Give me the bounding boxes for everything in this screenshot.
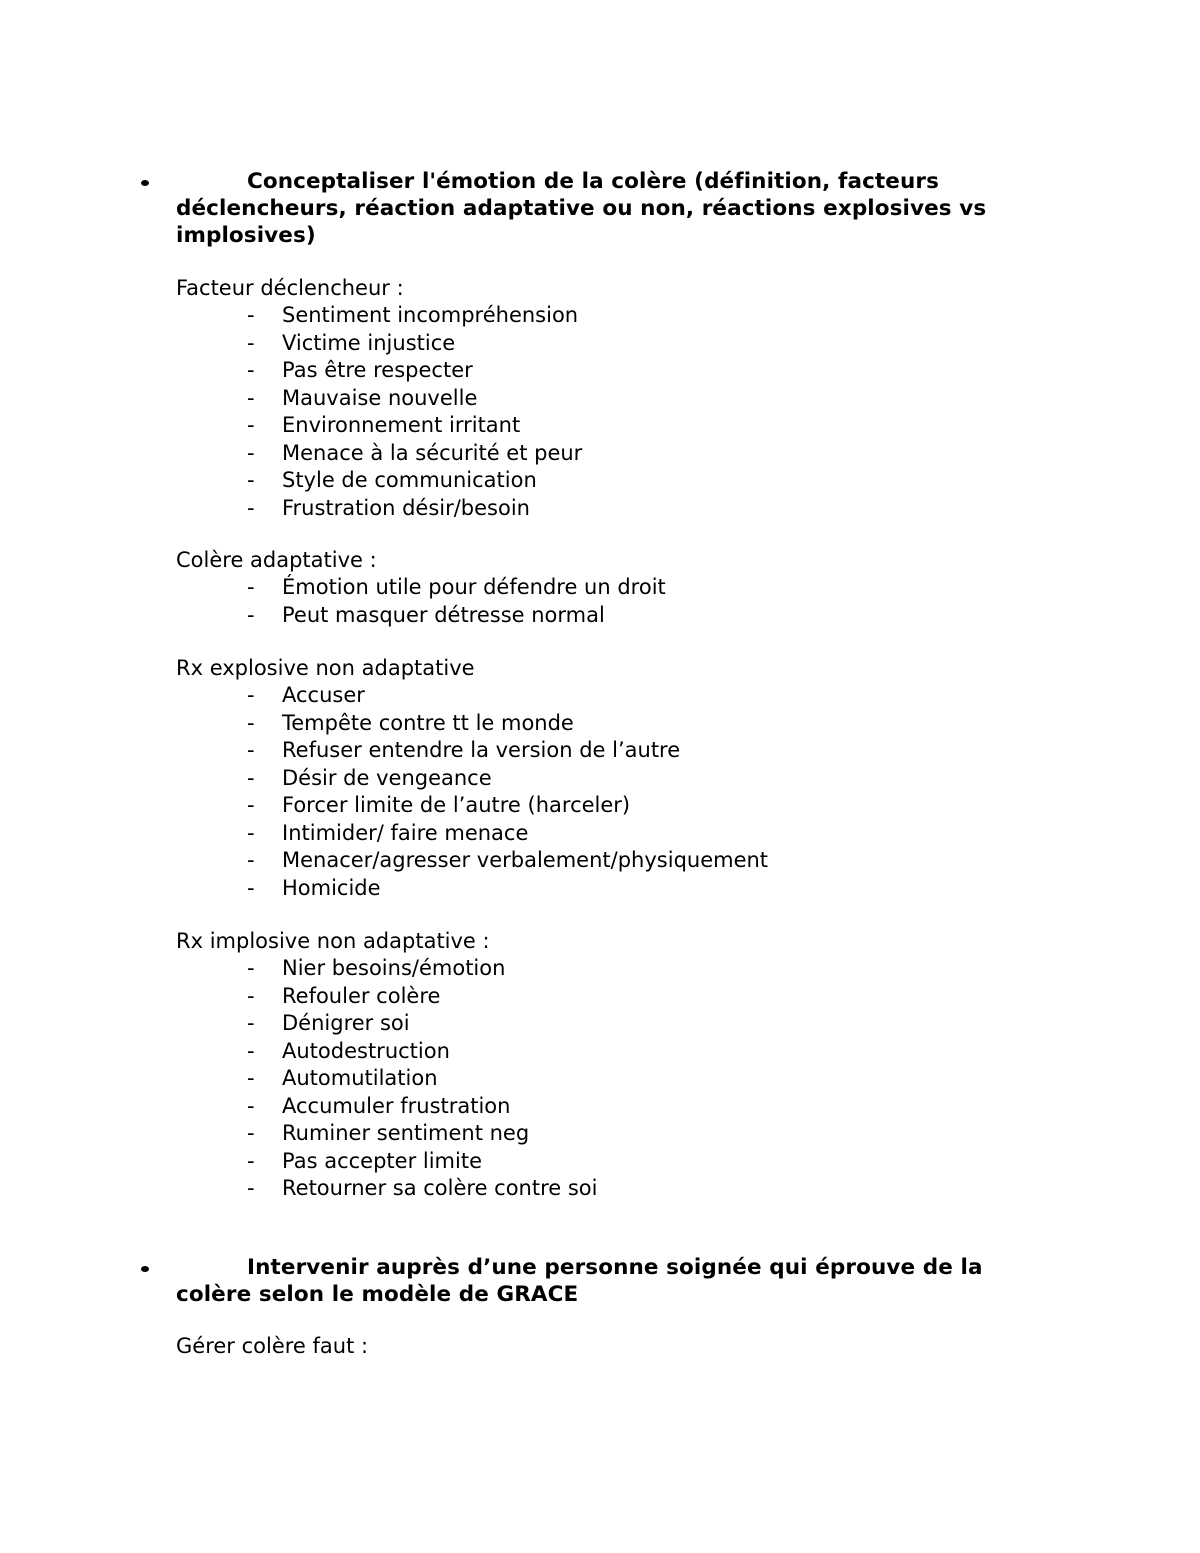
bullet-icon — [139, 1263, 151, 1275]
section-heading: Conceptaliser l'émotion de la colère (définition, facteurs déclencheurs, réaction adaptative ou non, réactions explosives vs implosives) — [176, 169, 987, 249]
bullet-list — [247, 955, 598, 1203]
list-item: - Retourner sa colère contre soi — [247, 1176, 598, 1200]
list-item: - Tempête contre tt le monde — [247, 710, 574, 735]
group-label: Colère adaptative : — [176, 548, 377, 572]
group-label: Gérer colère faut : — [176, 1334, 369, 1358]
list-item: - Mauvaise nouvelle — [247, 385, 478, 410]
bullet-icon — [139, 177, 151, 189]
list-item: - Désir de vengeance — [247, 765, 492, 790]
group-label: Facteur déclencheur : — [176, 276, 404, 300]
list-item: - Victime injustice — [247, 330, 456, 355]
bullet-list — [247, 682, 768, 902]
list-item: - Dénigrer soi — [247, 1011, 410, 1035]
list-item: - Style de communication — [247, 468, 537, 492]
list-item: - Accuser — [247, 683, 365, 707]
bullet-list — [247, 574, 666, 629]
list-item: - Homicide — [247, 875, 381, 900]
list-item: - Pas être respecter — [247, 358, 473, 382]
group-label: Rx implosive non adaptative : — [176, 929, 490, 953]
list-item: - Forcer limite de l’autre (harceler) — [247, 793, 631, 817]
list-item: - Environnement irritant — [247, 413, 521, 437]
list-item: - Refuser entendre la version de l’autre — [247, 738, 681, 762]
list-item: - Peut masquer détresse normal — [247, 602, 605, 627]
list-item: - Intimider/ faire menace — [247, 820, 529, 845]
list-item: - Sentiment incompréhension — [247, 303, 579, 327]
list-item: - Menace à la sécurité et peur — [247, 440, 583, 465]
list-item: - Autodestruction — [247, 1038, 450, 1063]
list-item: - Nier besoins/émotion — [247, 956, 506, 980]
list-item: - Émotion utile pour défendre un droit — [247, 575, 666, 599]
list-item: - Pas accepter limite — [247, 1148, 482, 1173]
list-item: - Frustration désir/besoin — [247, 495, 530, 520]
bullet-list — [247, 302, 582, 522]
section-heading: Intervenir auprès d’une personne soignée qui éprouve de la colère selon le modèle de GRACE — [176, 1255, 983, 1308]
list-item: - Menacer/agresser verbalement/physiquement — [247, 848, 769, 872]
list-item: - Refouler colère — [247, 983, 441, 1008]
list-item: - Ruminer sentiment neg — [247, 1121, 530, 1145]
group-label: Rx explosive non adaptative — [176, 656, 475, 680]
list-item: - Accumuler frustration — [247, 1093, 511, 1118]
list-item: - Automutilation — [247, 1066, 438, 1090]
